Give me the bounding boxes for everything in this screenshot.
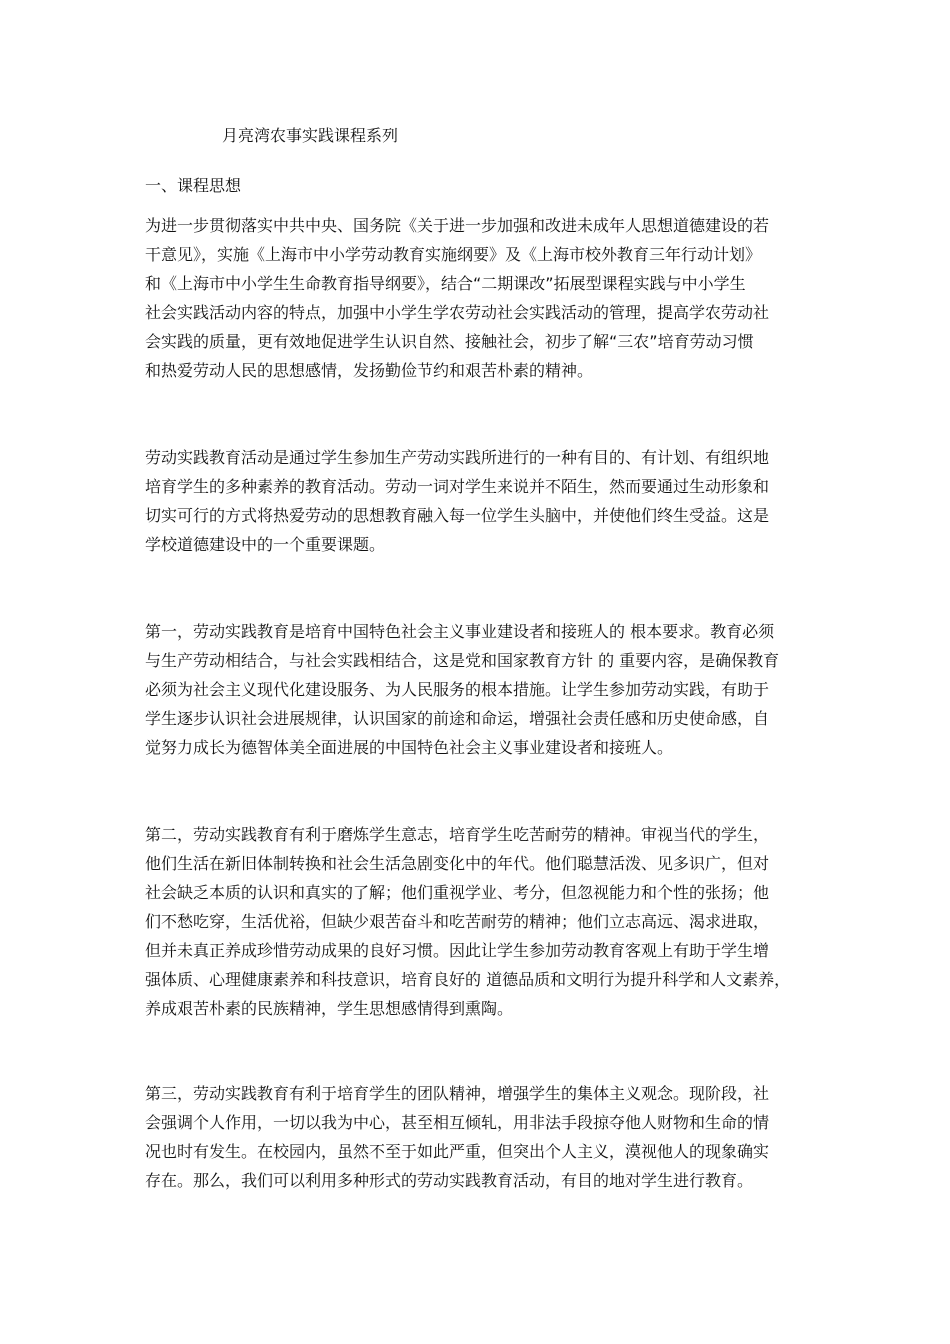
paragraph-line: 强体质、心理健康素养和科技意识，培育良好的 道德品质和文明行为提升科学和人文素养， (145, 970, 791, 989)
paragraph-line: 社会缺乏本质的认识和真实的了解；他们重视学业、考分，但忽视能力和个性的张扬；他 (145, 883, 770, 902)
paragraph-line: 学生逐步认识社会进展规律，认识国家的前途和命运，增强社会责任感和历史使命感，自 (145, 709, 770, 728)
paragraph-line: 存在。那么，我们可以利用多种形式的劳动实践教育活动，有目的地对学生进行教育。 (145, 1171, 754, 1190)
paragraph-line: 养成艰苦朴素的民族精神，学生思想感情得到熏陶。 (145, 999, 514, 1018)
paragraph-line: 他们生活在新旧体制转换和社会生活急剧变化中的年代。他们聪慧活泼、见多识广，但对 (145, 854, 770, 873)
paragraph (145, 617, 815, 762)
paragraph-line: 况也时有发生。在校园内，虽然不至于如此严重，但突出个人主义，漠视他人的现象确实 (145, 1142, 770, 1161)
paragraph-line: 培育学生的多种素养的教育活动。劳动一词对学生来说并不陌生，然而要通过生动形象和 (145, 477, 770, 496)
paragraph-line: 干意见》，实施《上海市中小学劳动教育实施纲要》及《上海市校外教育三年行动计划》 (145, 245, 762, 264)
paragraph (145, 443, 815, 559)
paragraph-line: 学校道德建设中的一个重要课题。 (145, 535, 386, 554)
section-heading: 一、课程思想 (145, 176, 242, 195)
paragraph (145, 1079, 815, 1195)
paragraph-line: 第二，劳动实践教育有利于磨炼学生意志，培育学生吃苦耐劳的精神。审视当代的学生， (145, 825, 770, 844)
paragraph-line: 切实可行的方式将热爱劳动的思想教育融入每一位学生头脑中，并使他们终生受益。这是 (145, 506, 770, 525)
paragraph-line: 社会实践活动内容的特点，加强中小学生学农劳动社会实践活动的管理，提高学农劳动社 (145, 303, 770, 322)
paragraph-line: 和热爱劳动人民的思想感情，发扬勤俭节约和艰苦朴素的精神。 (145, 361, 594, 380)
paragraph-line: 为进一步贯彻落实中共中央、国务院《关于进一步加强和改进未成年人思想道德建设的若 (145, 216, 770, 235)
paragraph-line: 觉努力成长为德智体美全面进展的中国特色社会主义事业建设者和接班人。 (145, 738, 674, 757)
paragraph-line: 劳动实践教育活动是通过学生参加生产劳动实践所进行的一种有目的、有计划、有组织地 (145, 448, 770, 467)
paragraph (145, 820, 815, 1023)
paragraph-line: 与生产劳动相结合，与社会实践相结合，这是党和国家教育方针 的 重要内容，是确保教育 (145, 651, 780, 670)
paragraph-line: 和《上海市中小学生生命教育指导纲要》，结合“二期课改”拓展型课程实践与中小学生 (145, 274, 746, 293)
paragraph (145, 211, 815, 385)
paragraph-line: 必须为社会主义现代化建设服务、为人民服务的根本措施。让学生参加劳动实践，有助于 (145, 680, 770, 699)
paragraph-line: 第三，劳动实践教育有利于培育学生的团队精神，增强学生的集体主义观念。现阶段，社 (145, 1084, 770, 1103)
paragraph-line: 但并未真正养成珍惜劳动成果的良好习惯。因此让学生参加劳动教育客观上有助于学生增 (145, 941, 770, 960)
paragraph-line: 第一，劳动实践教育是培育中国特色社会主义事业建设者和接班人的 根本要求。教育必须 (145, 622, 775, 641)
paragraph-line: 会实践的质量，更有效地促进学生认识自然、接触社会，初步了解“三农”培育劳动习惯 (145, 332, 754, 351)
paragraph-line: 们不愁吃穿，生活优裕，但缺少艰苦奋斗和吃苦耐劳的精神；他们立志高远、渴求进取， (145, 912, 770, 931)
paragraph-line: 会强调个人作用，一切以我为中心，甚至相互倾轧，用非法手段掠夺他人财物和生命的情 (145, 1113, 770, 1132)
document-title: 月亮湾农事实践课程系列 (222, 126, 399, 145)
